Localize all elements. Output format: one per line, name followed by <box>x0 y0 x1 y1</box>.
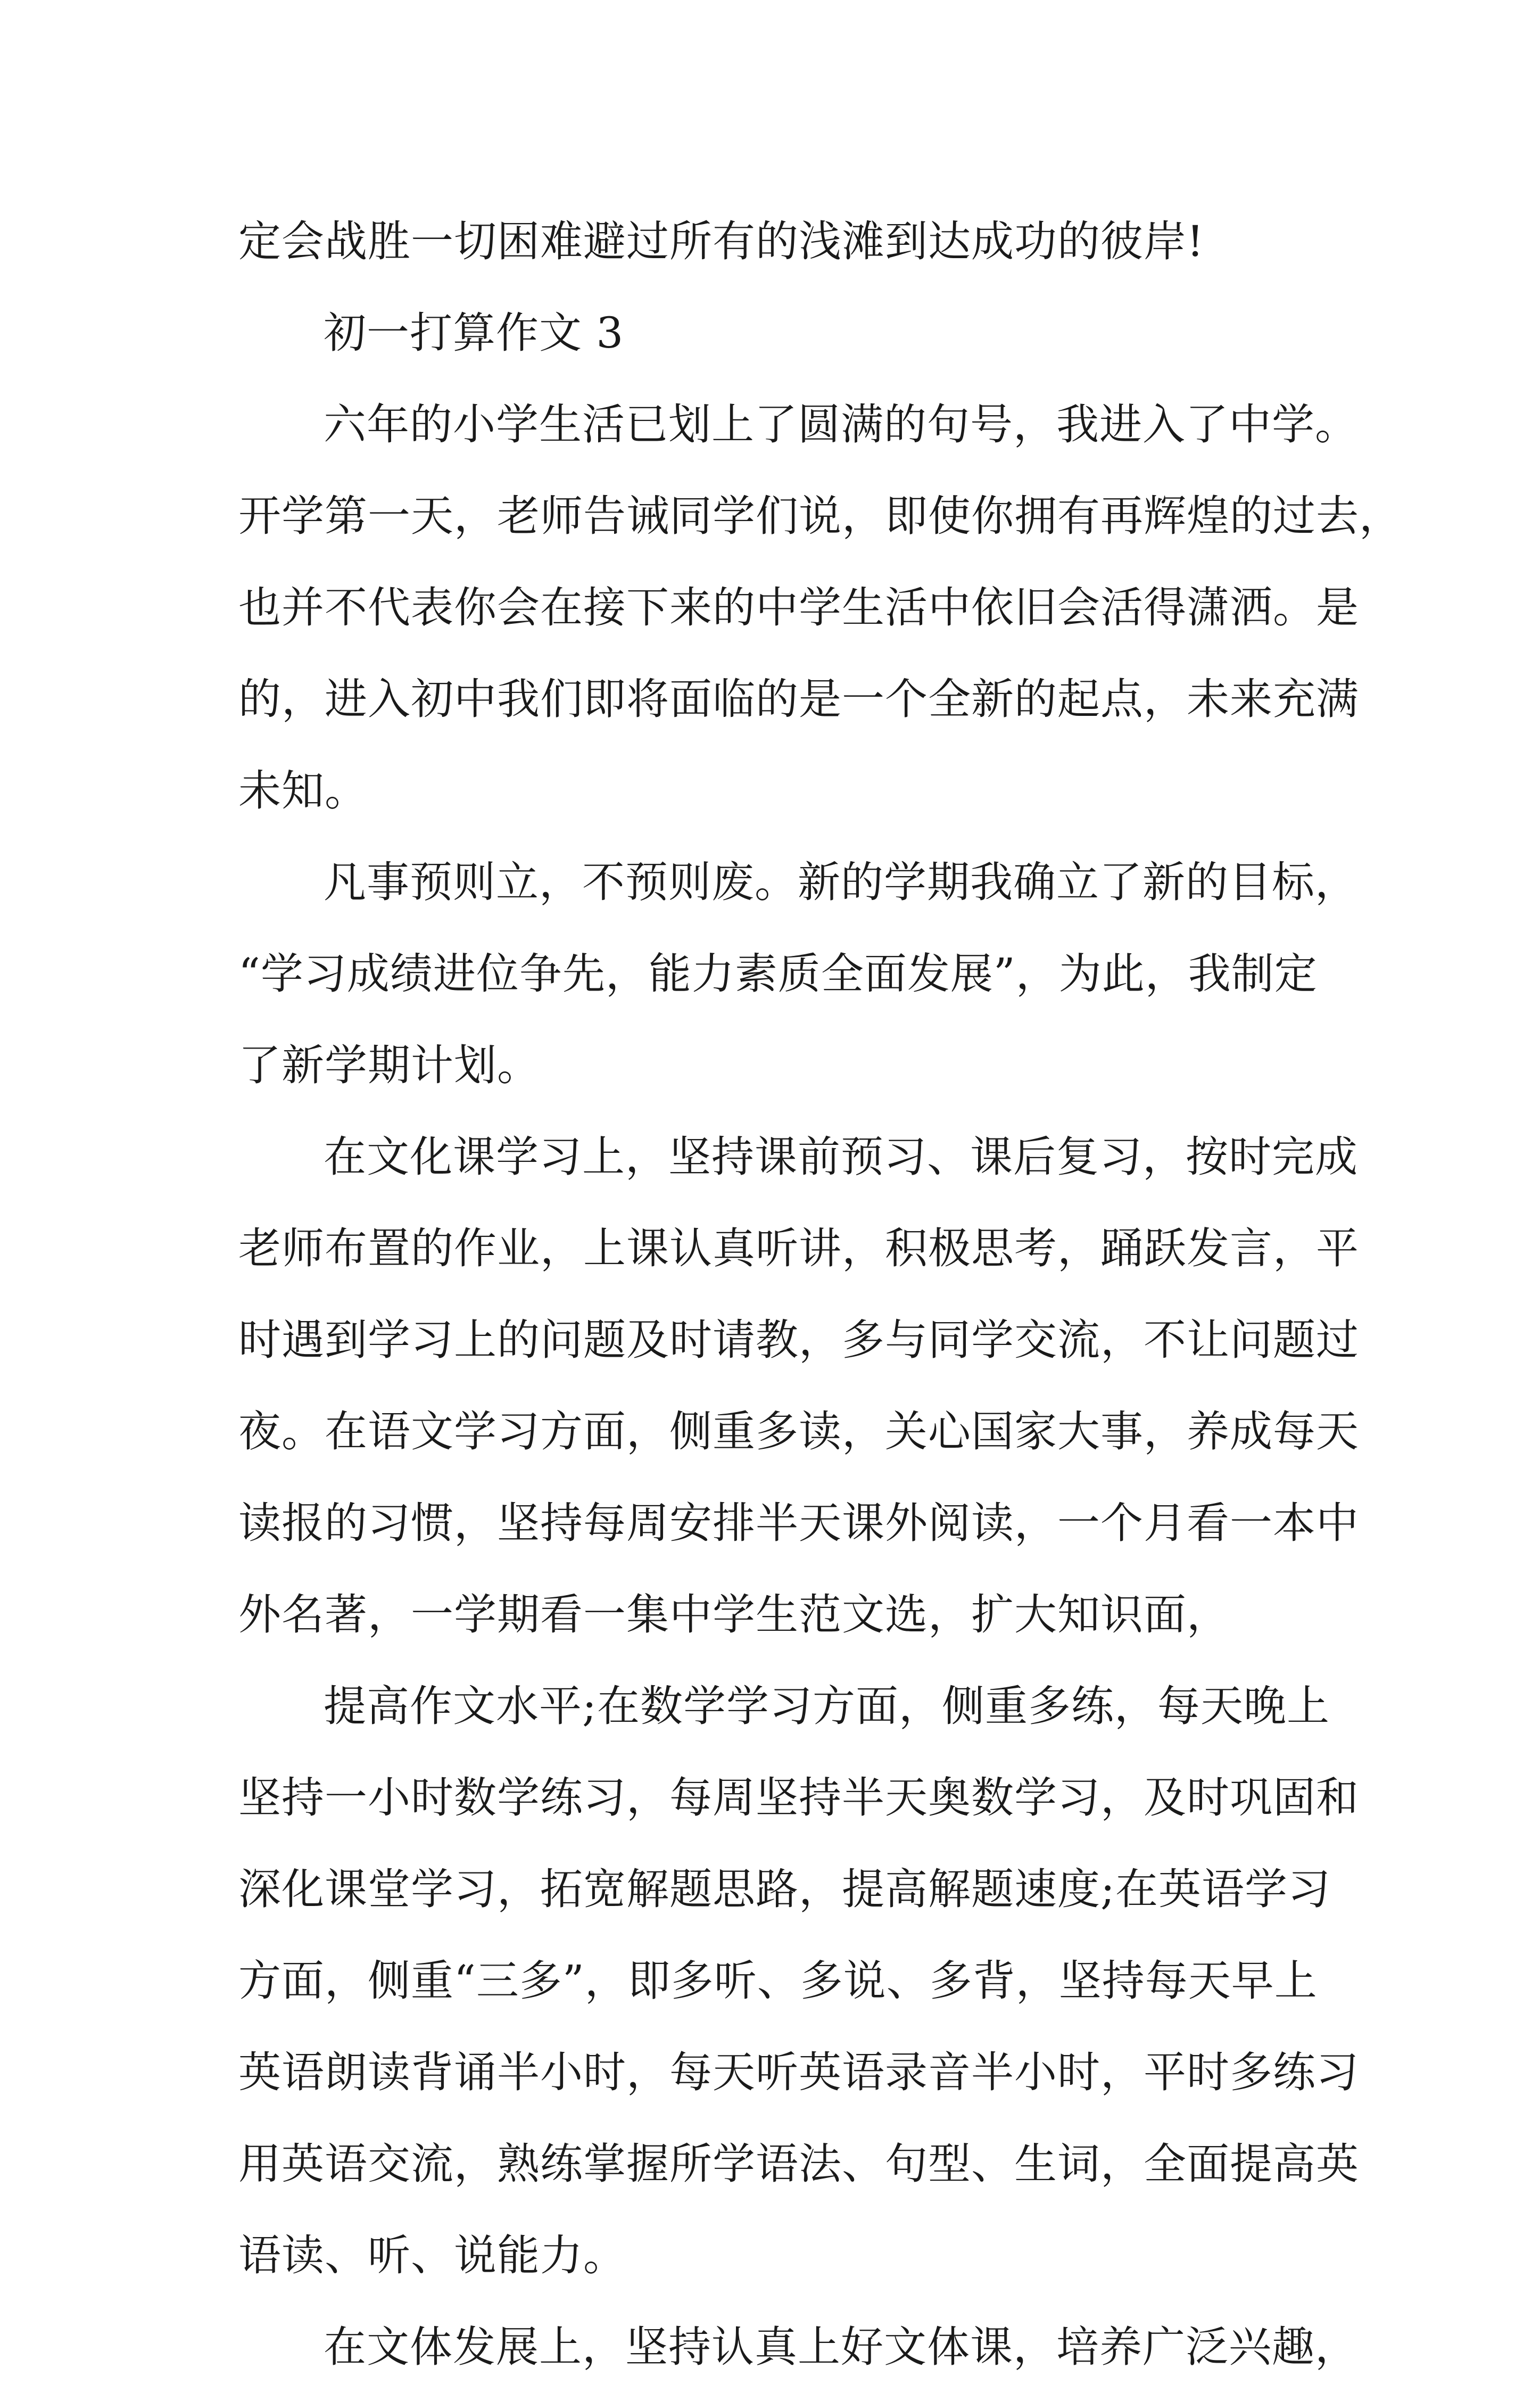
text-line: 了新学期计划。 <box>238 1041 540 1090</box>
text-line: 开学第一天，老师告诫同学们说，即使你拥有再辉煌的过去， <box>238 491 1402 541</box>
text-line: 的，进入初中我们即将面临的是一个全新的起点，未来充满 <box>238 674 1359 724</box>
text-line: 六年的小学生活已划上了圆满的句号，我进入了中学。 <box>324 400 1358 449</box>
text-line: 读报的习惯，坚持每周安排半天课外阅读，一个月看一本中 <box>238 1498 1359 1548</box>
text-line: 外名著，一学期看一集中学生范文选，扩大知识面， <box>238 1590 1230 1639</box>
text-line: 坚持一小时数学练习，每周坚持半天奥数学习，及时巩固和 <box>238 1773 1359 1822</box>
text-line: 未知。 <box>238 766 368 815</box>
text-line: 语读、听、说能力。 <box>238 2231 626 2280</box>
text-line: 深化课堂学习，拓宽解题思路，提高解题速度;在英语学习 <box>238 1864 1331 1914</box>
text-line: “学习成绩进位争先，能力素质全面发展”，为此，我制定 <box>238 949 1318 999</box>
text-line: 英语朗读背诵半小时，每天听英语录音半小时，平时多练习 <box>238 2048 1359 2097</box>
text-line: 在文化课学习上，坚持课前预习、课后复习，按时完成 <box>324 1132 1358 1182</box>
text-line: 方面，侧重“三多”，即多听、多说、多背，坚持每天早上 <box>238 1956 1318 2006</box>
text-line: 定会战胜一切困难避过所有的浅滩到达成功的彼岸! <box>238 217 1205 266</box>
document-body <box>238 196 1402 2393</box>
text-line: 用英语交流，熟练掌握所学语法、句型、生词，全面提高英 <box>238 2139 1359 2189</box>
text-line: 时遇到学习上的问题及时请教，多与同学交流，不让问题过 <box>238 1315 1359 1365</box>
text-line: 也并不代表你会在接下来的中学生活中依旧会活得潇洒。是 <box>238 583 1359 632</box>
text-line: 凡事预则立，不预则废。新的学期我确立了新的目标， <box>324 857 1358 907</box>
text-line: 在文体发展上，坚持认真上好文体课，培养广泛兴趣， <box>324 2322 1358 2372</box>
text-line: 夜。在语文学习方面，侧重多读，关心国家大事，养成每天 <box>238 1407 1359 1456</box>
text-line: 提高作文水平;在数学学习方面，侧重多练，每天晚上 <box>324 1681 1330 1731</box>
text-line: 老师布置的作业，上课认真听讲，积极思考，踊跃发言，平 <box>238 1224 1359 1273</box>
section-heading: 初一打算作文 3 <box>324 308 624 358</box>
